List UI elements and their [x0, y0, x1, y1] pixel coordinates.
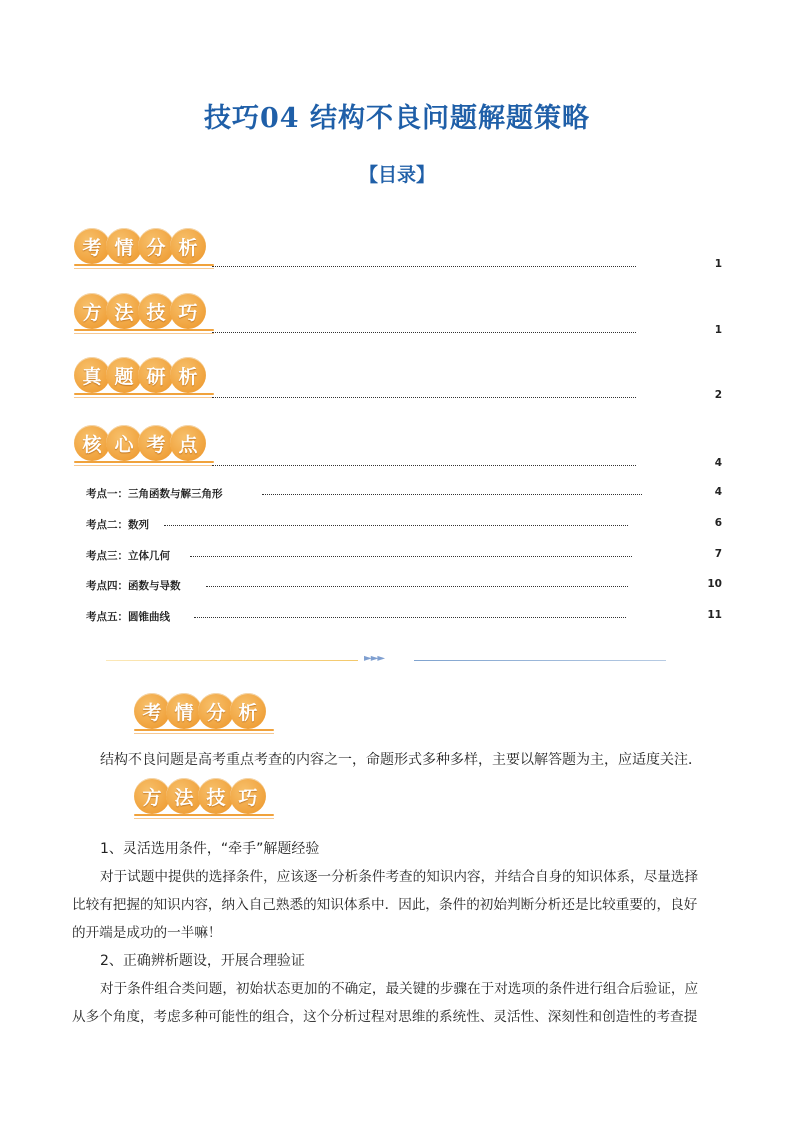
badge-char: 真 — [74, 357, 110, 393]
item2-line: 从多个角度，考虑多种可能性的组合，这个分析过程对思维的系统性、灵活性、深刻性和创造性的考查提 — [72, 1009, 698, 1025]
toc-page-number: 4 — [714, 457, 722, 469]
toc-leader — [212, 465, 636, 466]
toc-subentry-label: 考点四：函数与导数 — [86, 578, 185, 593]
toc-subentry[interactable] — [0, 548, 794, 564]
divider-right — [414, 660, 666, 661]
item2-title: 2、正确辨析题设，开展合理验证 — [100, 953, 305, 969]
divider-arrows-icon: ►►► — [364, 653, 385, 664]
badge-char: 考 — [74, 228, 110, 264]
toc-leader — [212, 332, 636, 333]
item1-line: 的开端是成功的一半嘛！ — [72, 925, 222, 941]
document-title: 技巧04 结构不良问题解题策略 — [204, 103, 590, 134]
badge-char: 点 — [170, 425, 206, 461]
badge-char: 分 — [198, 693, 234, 729]
toc-page-number: 1 — [714, 324, 722, 336]
badge-char: 方 — [74, 293, 110, 329]
toc-leader — [212, 266, 636, 267]
section-badge-kaoqing-fenxi — [134, 691, 262, 731]
toc-entry-hexin[interactable] — [0, 457, 794, 473]
badge-char: 题 — [106, 357, 142, 393]
toc-leader — [190, 556, 632, 557]
toc-page-number: 2 — [714, 389, 722, 401]
toc-subentry-label: 考点二：数列 — [86, 517, 153, 532]
toc-page-number: 6 — [714, 517, 722, 529]
toc-entry-kaoqing[interactable] — [0, 258, 794, 274]
toc-entry-fangfa[interactable] — [0, 324, 794, 340]
toc-leader — [206, 586, 628, 587]
toc-subentry[interactable] — [0, 578, 794, 594]
toc-leader — [194, 617, 626, 618]
toc-subentry[interactable] — [0, 517, 794, 533]
badge-char: 考 — [138, 425, 174, 461]
badge-underline — [134, 733, 274, 734]
badge-char: 考 — [134, 693, 170, 729]
toc-page-number: 7 — [714, 548, 722, 560]
toc-leader — [164, 525, 628, 526]
toc-subentry[interactable] — [0, 609, 794, 625]
badge-char: 析 — [230, 693, 266, 729]
badge-char: 情 — [166, 693, 202, 729]
toc-page-number: 4 — [714, 486, 722, 498]
section-badge-fangfa-jiqiao — [134, 776, 262, 816]
item1-title: 1、灵活选用条件，“牵手”解题经验 — [100, 841, 320, 857]
badge-char: 心 — [106, 425, 142, 461]
toc-page-number: 10 — [707, 578, 722, 590]
divider-left — [106, 660, 358, 661]
item1-line: 比较有把握的知识内容，纳入自己熟悉的知识体系中．因此，条件的初始判断分析还是比较重要的，良好 — [72, 897, 698, 913]
badge-char: 巧 — [230, 778, 266, 814]
badge-char: 法 — [166, 778, 202, 814]
item1-line: 对于试题中提供的选择条件，应该逐一分析条件考查的知识内容，并结合自身的知识体系，尽量选择 — [100, 869, 699, 885]
badge-char: 析 — [170, 228, 206, 264]
toc-subentry-label: 考点一：三角函数与解三角形 — [86, 486, 227, 501]
toc-page-number: 11 — [707, 609, 722, 621]
badge-char: 核 — [74, 425, 110, 461]
toc-leader — [262, 494, 642, 495]
toc-subentry[interactable] — [0, 486, 794, 502]
badge-underline — [134, 818, 274, 819]
badge-char: 方 — [134, 778, 170, 814]
badge-char: 分 — [138, 228, 174, 264]
badge-underline — [134, 814, 274, 816]
item2-line: 对于条件组合类问题，初始状态更加的不确定，最关键的步骤在于对选项的条件进行组合后验证，应 — [100, 981, 699, 997]
badge-char: 技 — [198, 778, 234, 814]
badge-char: 技 — [138, 293, 174, 329]
section1-paragraph: 结构不良问题是高考重点考查的内容之一，命题形式多种多样，主要以解答题为主，应适度关注． — [100, 752, 702, 768]
badge-char: 研 — [138, 357, 174, 393]
toc-leader — [212, 397, 636, 398]
toc-subentry-label: 考点五：圆锥曲线 — [86, 609, 174, 624]
toc-subentry-label: 考点三：立体几何 — [86, 548, 174, 563]
badge-char: 析 — [170, 357, 206, 393]
badge-char: 巧 — [170, 293, 206, 329]
badge-underline — [134, 729, 274, 731]
toc-heading: 【目录】 — [358, 164, 435, 186]
badge-char: 法 — [106, 293, 142, 329]
badge-char: 情 — [106, 228, 142, 264]
toc-page-number: 1 — [714, 258, 722, 270]
toc-entry-zhenti[interactable] — [0, 389, 794, 405]
